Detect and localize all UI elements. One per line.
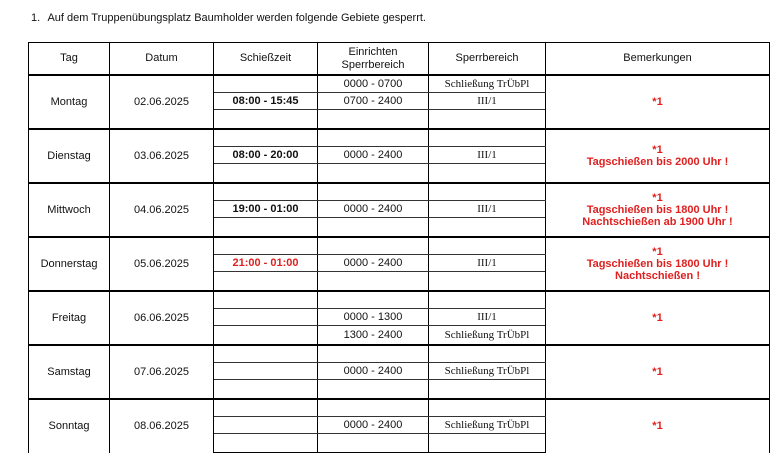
remarks-cell [546,399,770,453]
zone-cell: Schließung TrÜbPl [429,417,546,434]
day-cell: Sonntag [29,399,110,453]
table-row [29,183,770,201]
header-einrichten [318,43,429,76]
zone-cell [429,345,546,363]
setup-cell [318,272,429,292]
date-cell: 05.06.2025 [110,237,214,291]
zone-cell: III/1 [429,255,546,272]
time-cell [214,164,318,184]
time-cell [214,309,318,326]
header-datum: Datum [110,43,214,76]
date-cell: 02.06.2025 [110,75,214,129]
zone-cell [429,399,546,417]
setup-cell [318,345,429,363]
setup-cell: 0000 - 0700 [318,75,429,93]
time-cell [214,272,318,292]
zone-cell: III/1 [429,147,546,164]
zone-cell: Schließung TrÜbPl [429,75,546,93]
header-schiesszeit: Schießzeit [214,43,318,76]
day-cell: Dienstag [29,129,110,183]
zone-cell [429,380,546,400]
time-cell [214,345,318,363]
zone-cell [429,129,546,147]
day-cell: Mittwoch [29,183,110,237]
time-cell [214,326,318,346]
setup-cell [318,380,429,400]
closure-table [28,42,770,453]
remark-line: *1 [652,366,663,378]
remark-line: Nachtschießen ab 1900 Uhr ! [582,216,733,228]
setup-cell: 0000 - 2400 [318,417,429,434]
setup-cell [318,399,429,417]
date-cell: 07.06.2025 [110,345,214,399]
time-cell [214,110,318,130]
section-title: Auf dem Truppenübungsplatz Baumholder werden folgende Gebiete gesperrt. [47,12,426,24]
time-cell: 21:00 - 01:00 [214,255,318,272]
zone-cell [429,291,546,309]
header-bemerkungen: Bemerkungen [546,43,770,76]
setup-cell [318,218,429,238]
time-cell [214,434,318,453]
setup-cell [318,164,429,184]
setup-cell [318,237,429,255]
table-row [29,237,770,255]
setup-cell: 0000 - 2400 [318,201,429,218]
header-sperrbereich: Sperrbereich [429,43,546,76]
table-row [29,345,770,363]
remark-line: Tagschießen bis 1800 Uhr ! [586,258,729,270]
remark-line: Tagschießen bis 1800 Uhr ! [586,204,729,216]
remarks-cell [546,345,770,399]
remark-line: *1 [652,312,663,324]
remarks-cell [546,183,770,237]
time-cell [214,183,318,201]
setup-cell: 0700 - 2400 [318,93,429,110]
setup-cell [318,183,429,201]
time-cell [214,399,318,417]
time-cell [214,75,318,93]
zone-cell: Schließung TrÜbPl [429,326,546,346]
section-heading [31,12,426,24]
remark-line: *1 [652,144,663,156]
remark-line: *1 [652,192,663,204]
section-number: 1. [31,12,41,24]
setup-cell: 0000 - 2400 [318,147,429,164]
remark-line: Tagschießen bis 2000 Uhr ! [586,156,729,168]
setup-cell [318,129,429,147]
zone-cell [429,218,546,238]
zone-cell [429,237,546,255]
zone-cell: III/1 [429,309,546,326]
time-cell: 19:00 - 01:00 [214,201,318,218]
day-cell: Donnerstag [29,237,110,291]
setup-cell [318,291,429,309]
zone-cell: III/1 [429,201,546,218]
setup-cell: 0000 - 2400 [318,363,429,380]
date-cell: 08.06.2025 [110,399,214,453]
time-cell [214,237,318,255]
setup-cell: 1300 - 2400 [318,326,429,346]
date-cell: 04.06.2025 [110,183,214,237]
zone-cell [429,183,546,201]
zone-cell [429,272,546,292]
header-tag: Tag [29,43,110,76]
table-header-row [29,43,770,76]
day-cell: Montag [29,75,110,129]
time-cell: 08:00 - 15:45 [214,93,318,110]
time-cell [214,363,318,380]
setup-cell [318,434,429,453]
time-cell [214,291,318,309]
remark-line: *1 [652,420,663,433]
day-cell: Samstag [29,345,110,399]
header-einrichten-line1: Einrichten [348,45,398,58]
remarks-cell [546,291,770,345]
remarks-cell [546,129,770,183]
remarks-cell [546,237,770,291]
table-row [29,399,770,417]
remark-line: Nachtschießen ! [615,270,700,282]
table-body [29,75,770,453]
time-cell [214,129,318,147]
time-cell: 08:00 - 20:00 [214,147,318,164]
time-cell [214,218,318,238]
remark-line: *1 [652,96,663,108]
table-row [29,291,770,309]
setup-cell [318,110,429,130]
setup-cell: 0000 - 1300 [318,309,429,326]
zone-cell [429,434,546,453]
time-cell [214,380,318,400]
header-einrichten-line2: Sperrbereich [341,58,405,71]
remark-line: *1 [652,246,663,258]
table-row [29,129,770,147]
remarks-cell [546,75,770,129]
zone-cell [429,110,546,130]
zone-cell: III/1 [429,93,546,110]
zone-cell [429,164,546,184]
table-row [29,75,770,93]
zone-cell: Schließung TrÜbPl [429,363,546,380]
day-cell: Freitag [29,291,110,345]
date-cell: 03.06.2025 [110,129,214,183]
date-cell: 06.06.2025 [110,291,214,345]
setup-cell: 0000 - 2400 [318,255,429,272]
